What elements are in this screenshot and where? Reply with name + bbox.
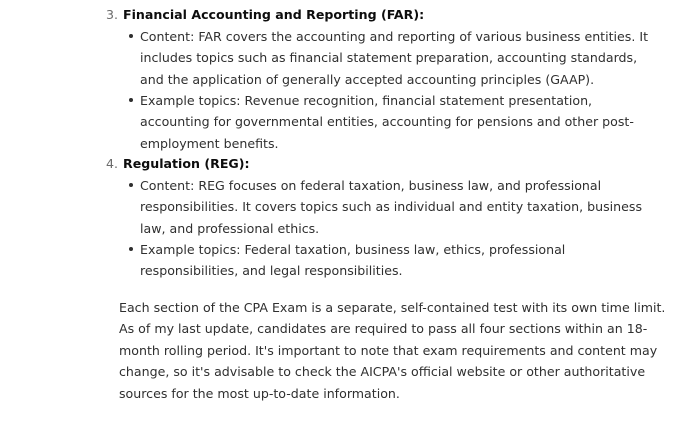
text-line: and the application of generally accepted accounting principles (GAAP). [140,71,595,87]
bullet-text [140,90,634,154]
text-line: employment benefits. [140,135,279,151]
section-title: Financial Accounting and Reporting (FAR): [123,7,425,22]
section-title: Regulation (REG): [123,156,250,171]
text-line: law, and professional ethics. [140,220,320,236]
bullet-icon [129,247,133,251]
bullet-text [140,26,649,90]
text-line: change, so it's advisable to check the AICPA's official website or other authoritative [119,364,646,380]
list-number: 4. [106,156,119,171]
text-line: As of my last update, candidates are required to pass all four sections within an 18- [119,321,648,337]
bullet-icon [129,34,133,38]
text-line: Example topics: Federal taxation, business law, ethics, professional [140,242,566,257]
bullet-text [140,175,643,239]
text-line: responsibilities, and legal responsibilities. [140,263,403,279]
text-line: Content: REG focuses on federal taxation, business law, and professional [140,178,602,193]
text-line: Content: FAR covers the accounting and reporting of various business entities. It [140,29,649,44]
text-line: month rolling period. It's important to note that exam requirements and content may [119,342,658,358]
text-line: responsibilities. It covers topics such as individual and entity taxation, business [140,199,643,215]
text-line: accounting for governmental entities, accounting for pensions and other post- [140,114,634,130]
list-number: 3. [106,7,119,22]
bullet-icon [129,98,133,102]
text-line: includes topics such as financial statement preparation, accounting standards, [140,50,638,66]
text-line: Each section of the CPA Exam is a separate, self-contained test with its own time limit. [119,300,666,315]
closing-paragraph [119,297,666,404]
text-line: Example topics: Revenue recognition, financial statement presentation, [140,93,593,108]
bullet-icon [129,183,133,187]
text-line: sources for the most up-to-date information. [119,385,400,401]
bullet-text [140,239,580,282]
